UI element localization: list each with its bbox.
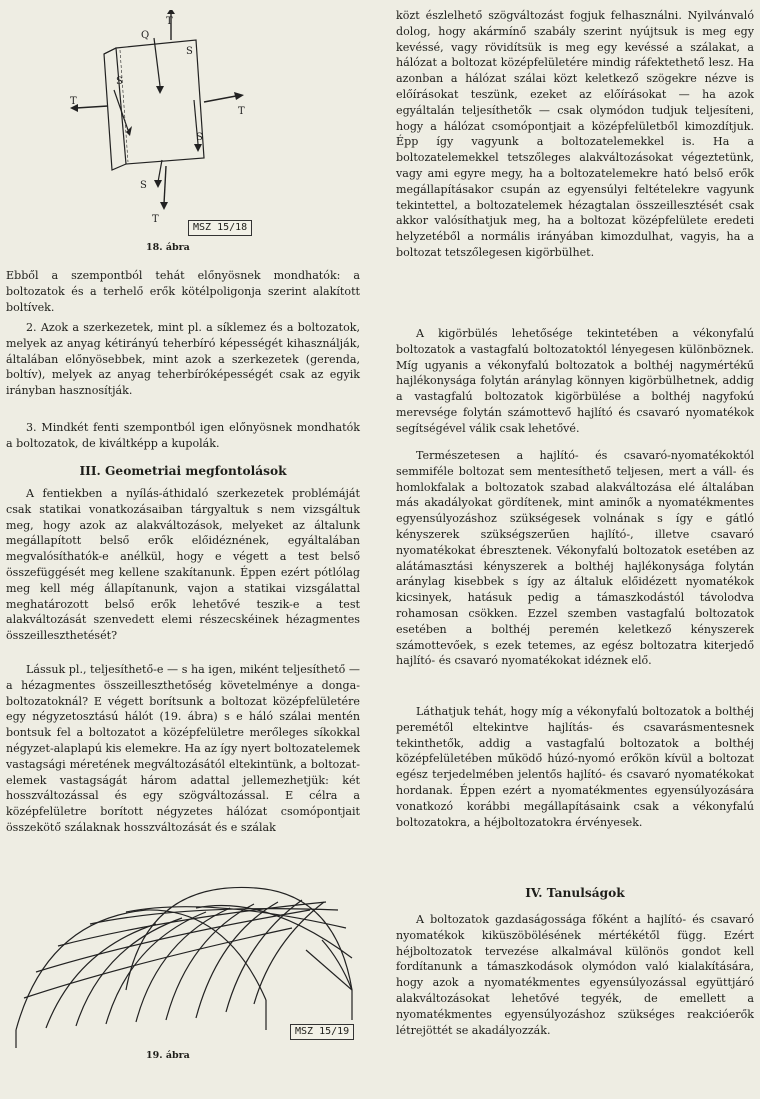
- section-heading-lessons: IV. Tanulságok: [525, 886, 625, 900]
- label-q: Q: [141, 30, 150, 41]
- label-t2-top: T: [166, 16, 173, 27]
- right-paragraph-1: közt észlelhető szögváltozást fogjuk felhasználni. Nyilvánvaló dolog, hogy akármínő szabály szerint nyújtsuk is meg egy kevéssé, vagy rövidítsük is meg egy kevéssé a szálakat, a hálózat a boltozat középfelületére mindig ráfektethető lesz. Ha azonban a hálózat szálai közt keletkező szögekre nézve is előírásokat teszünk, ezeket az előírásokat — ha azok egyáltalán teljesíthetők — csak olymódon tudjuk teljesíteni, hogy a hálózat csomópontjait a középfelületből kimozdítjuk. Épp így vagyunk a boltozatelemekkel is. Ha a boltozatelemekkel tetszőleges alakváltozásokat végeztetünk, vagy ami egyre megy, ha a boltozatelemekre ható belső erők megállapításakor csupán az egyensúlyi feltételekre vagyunk tekintettel, a boltozatelemek hézagtalan összeillesztését csak akkor valósíthatjuk meg, ha a boltozat középfelülete eredeti helyzetéből a normális irányában kimozdulhat, vagyis, ha a boltozat tetszőlegesen kigörbülhet.: [396, 9, 754, 259]
- right-paragraph-4: Láthatjuk tehát, hogy míg a vékonyfalú boltozatok a bolthéj peremétől eltekintve hajlítás- és csavarásmentesnek tekinthetők, addig a vastagfalú boltozatok a bolthéj középfelületében működő húzó-nyomó erőkön kívül a boltozat egész terjedelmében jelentős hajlító- és csavaró nyomatékokat hordanak. Éppen ezért a nyomatékmentes egyensúlyozására vonatkozó korábbi megállapításaink csak a vékonyfalú boltozatokra, a héjboltozatokra érvényesek.: [396, 705, 754, 829]
- right-paragraph-5: A boltozatok gazdaságossága főként a hajlító- és csavaró nyomatékok kiküszöbölésének mértékétől függ. Ezért héjboltozatok tervezése alkalmával különös gondot kell fordítanunk a támaszkodások olymódon való kialakítására, hogy azok a nyomatékmentes egyensúlyozással együttjáró alakváltozásokat lehetővé tegyék, de emellett a nyomatékmentes egyensúlyozáshoz szükséges reakcióerők létrejöttét se akadályozzák.: [396, 913, 754, 1037]
- left-paragraph-1: Ebből a szempontból tehát előnyösnek mondhatók: a boltozatok és a terhelő erők kötélpoligonja szerint alakított boltívek.: [6, 269, 360, 314]
- label-t2-bottom: T: [152, 214, 159, 225]
- label-t1-left: T: [70, 96, 77, 107]
- left-paragraph-4: A fentiekben a nyílás-áthidaló szerkezetek problémáját csak statikai vonatkozásaiban tárgyaltuk s nem vizsgáltuk meg, hogy azok az alakváltozások, melyeket az általunk megállapított belső erők előidéznének, egyáltalában megvalósíthatók-e anélkül, hogy e végett a test belső összefüggését meg kellene szakítanunk. Éppen ezért pótlólag meg kell még állapítanunk, vajon a statikai vizsgálattal meghatározott belső erők lehetővé teszik-e a test alakváltozását szenvedett elemi részecskéinek hézagmentes összeilleszthetését?: [6, 487, 360, 643]
- label-s1-right: S: [196, 132, 203, 143]
- left-paragraph-5: Lássuk pl., teljesíthető-e — s ha igen, miként teljesíthető — a hézagmentes összeilleszthetőség követelménye a donga-boltozatoknál? E végett borítsunk a boltozat középfelületére egy négyzetosztású hálót (19. ábra) s e háló szálai mentén bontsuk fel a boltozatot a középfelületre merőleges síkokkal négyzet-alaplapú kis elemekre. Ha az így nyert boltozatelemek vastagsági méretének megváltozásától eltekintünk, a boltozat-elemek vastagságát három adattal jellemezhetjük: két hosszváltozással és egy szögváltozással. E célra a középfelületre borított négyzetes hálózat csomópontjait összekötő szálaknak hosszváltozását és e szálak: [6, 663, 360, 834]
- figure-18-stamp: MSZ 15/18: [188, 220, 252, 236]
- section-heading-geometric: III. Geometriai megfontolások: [79, 464, 287, 478]
- right-paragraph-2: A kigörbülés lehetősége tekintetében a vékonyfalú boltozatok a vastagfalú boltozatoktól lényegesen különböznek. Míg ugyanis a vékonyfalú boltozatok a bolthéj nagymértékű hajlékonysága folytán aránylag könnyen kigörbülhetnek, addig a vastagfalú boltozatok kigörbülése a bolthéj nagyfokú merevsége folytán számottevő hajlító és csavaró nyomatékok segítségével válik csak lehetővé.: [396, 327, 754, 435]
- label-s2-top: S: [186, 46, 193, 57]
- figure-18-caption: 18. ábra: [146, 242, 190, 253]
- left-paragraph-2: 2. Azok a szerkezetek, mint pl. a síklemez és a boltozatok, melyek az anyag kétirányú teherbíró képességét kihasználják, általában előnyösebbek, mint azok a szerkezetek (gerenda, boltív), melyek az anyag teherbíróképességét csak az egyik irányban hasznosítják.: [6, 321, 360, 398]
- label-s2-bottom: S: [140, 180, 147, 191]
- right-paragraph-3: Természetesen a hajlító- és csavaró-nyomatékoktól semmiféle boltozat sem mentesíthető teljesen, mert a váll- és homlokfalak a boltozatok szabad alakváltozása elé általában más akadályokat gördítenek, mint aminők a nyomatékmentes egyensúlyozáshoz szükségesek volnának s így e gátló kényszerek szükségszerűen hajlító-, illetve csavaró nyomatékokat ébresztenek. Vékonyfalú boltozatok esetében az alátámasztási kényszerek a bolthéj hajlékonysága folytán aránylag kisebbek s így az általuk előidézett nyomatékok kicsinyek, hatásuk pedig a támaszkodástól távolodva rohamosan csökken. Ezzel szemben vastagfalú boltozatok esetében a bolthéj peremén keletkező kényszerek számottevőek, s ezek tetemes, az egész boltozatra kiterjedő hajlító- és csavaró nyomatékokat idéznek elő.: [396, 449, 754, 668]
- label-t1-right: T: [238, 106, 245, 117]
- label-s1-left: S: [116, 76, 123, 87]
- left-paragraph-3: 3. Mindkét fenti szempontból igen előnyösnek mondhatók a boltozatok, de kiváltképp a kupolák.: [6, 421, 360, 450]
- figure-19-stamp: MSZ 15/19: [290, 1024, 354, 1040]
- figure-18-element-diagram: [56, 10, 286, 232]
- figure-19-caption: 19. ábra: [146, 1050, 190, 1061]
